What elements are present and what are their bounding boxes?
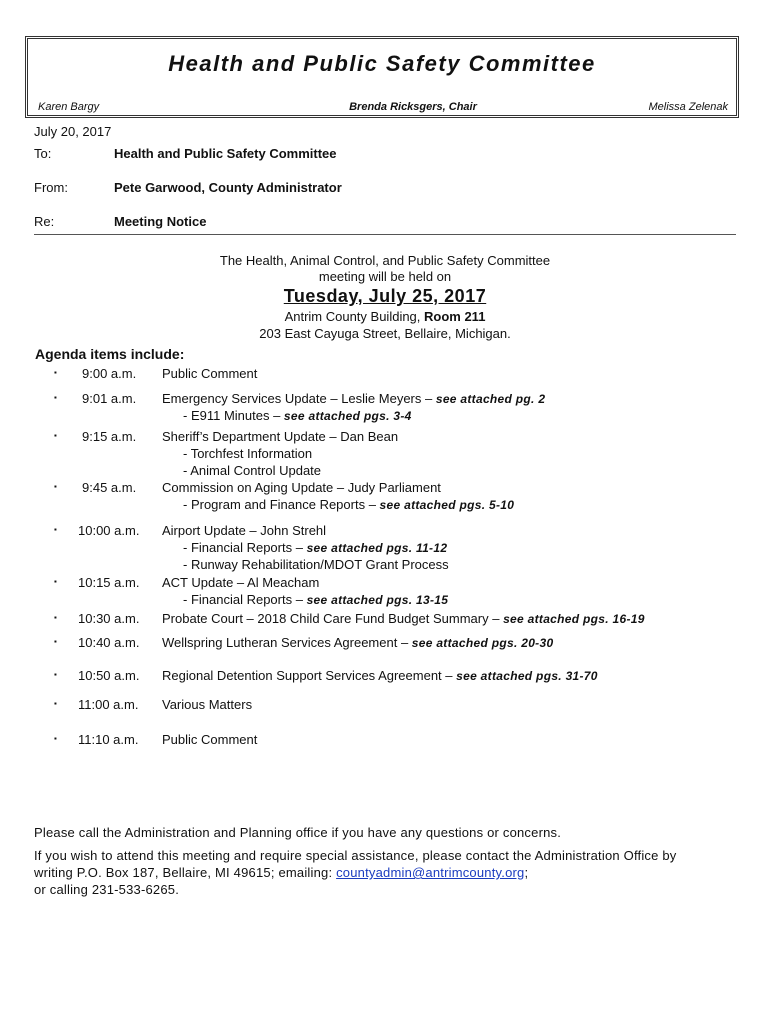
agenda-time: 11:00 a.m. — [78, 697, 139, 712]
room-number: Room 211 — [424, 309, 486, 324]
attachment-reference: see attached pgs. 13-15 — [306, 593, 449, 607]
attachment-reference: see attached pgs. 16-19 — [503, 612, 645, 626]
agenda-item — [162, 480, 441, 495]
footer-address-end: ; — [524, 865, 529, 880]
email-link[interactable]: countyadmin@antrimcounty.org — [336, 865, 525, 880]
agenda-subitem: - Runway Rehabilitation/MDOT Grant Process — [183, 557, 449, 572]
agenda-subitem: - Animal Control Update — [183, 463, 322, 478]
agenda-heading: Agenda items include: — [35, 346, 185, 362]
bullet-icon: ▪ — [54, 613, 57, 622]
building-name: Antrim County Building, — [284, 309, 425, 324]
agenda-time: 10:50 a.m. — [78, 668, 140, 683]
agenda-item — [162, 635, 553, 650]
agenda-item-desc: Sheriff’s Department Update – Dan Bean — [162, 429, 399, 444]
meeting-date: Tuesday, July 25, 2017 — [283, 286, 487, 306]
meeting-address: 203 East Cayuga Street, Bellaire, Michigan. — [259, 326, 511, 341]
notice-line-2: meeting will be held on — [318, 269, 452, 284]
meeting-location — [0, 309, 770, 324]
agenda-item-desc: ACT Update – Al Meacham — [162, 575, 320, 590]
member-right: Melissa Zelenak — [648, 101, 728, 113]
agenda-item — [162, 668, 598, 683]
agenda-time: 10:00 a.m. — [78, 523, 140, 538]
committee-title: Health and Public Safety Committee — [168, 51, 596, 76]
agenda-time: 9:15 a.m. — [82, 429, 137, 444]
notice-line-1: The Health, Animal Control, and Public Safety Committee — [219, 253, 551, 268]
agenda-time: 11:10 a.m. — [78, 732, 139, 747]
agenda-subitem — [183, 408, 412, 423]
memo-date: July 20, 2017 — [34, 124, 112, 139]
agenda-item-desc: Various Matters — [162, 697, 253, 712]
agenda-item — [162, 391, 545, 406]
attachment-reference: see attached pg. 2 — [435, 392, 546, 406]
agenda-time: 10:40 a.m. — [78, 635, 140, 650]
agenda-item-desc: Commission on Aging Update – Judy Parliament — [162, 480, 441, 495]
agenda-item-desc: Probate Court – 2018 Child Care Fund Budget Summary – — [162, 611, 504, 626]
to-value: Health and Public Safety Committee — [114, 146, 337, 161]
member-chair: Brenda Ricksgers, Chair — [349, 101, 477, 113]
subitem-text: - Financial Reports – — [183, 592, 307, 607]
bullet-icon: ▪ — [54, 637, 57, 646]
bullet-icon: ▪ — [54, 734, 57, 743]
footer-phone-line: or calling 231-533-6265. — [34, 882, 180, 897]
agenda-item — [162, 732, 257, 747]
subitem-text: - Financial Reports – — [183, 540, 307, 555]
agenda-item-desc: Wellspring Lutheran Services Agreement – — [162, 635, 412, 650]
agenda-item-desc: Emergency Services Update – Leslie Meyers – — [162, 391, 436, 406]
subitem-text: - Program and Finance Reports – — [183, 497, 380, 512]
bullet-icon: ▪ — [54, 482, 57, 491]
bullet-icon: ▪ — [54, 431, 57, 440]
bullet-icon: ▪ — [54, 368, 57, 377]
agenda-item-desc: Regional Detention Support Services Agreement – — [162, 668, 457, 683]
agenda-item — [162, 366, 257, 381]
memo-divider — [34, 234, 736, 235]
agenda-item — [162, 523, 326, 538]
agenda-time: 9:45 a.m. — [82, 480, 137, 495]
attachment-reference: see attached pgs. 3-4 — [283, 409, 412, 423]
attachment-reference: see attached pgs. 31-70 — [456, 669, 598, 683]
agenda-item-desc: Public Comment — [162, 366, 258, 381]
agenda-time: 10:30 a.m. — [78, 611, 140, 626]
agenda-subitem — [183, 592, 448, 607]
member-left: Karen Bargy — [38, 101, 100, 113]
agenda-time: 10:15 a.m. — [78, 575, 140, 590]
bullet-icon: ▪ — [54, 525, 57, 534]
agenda-item — [162, 429, 398, 444]
attachment-reference: see attached pgs. 20-30 — [411, 636, 554, 650]
bullet-icon: ▪ — [54, 670, 57, 679]
agenda-time: 9:01 a.m. — [82, 391, 137, 406]
agenda-subitem: - Torchfest Information — [183, 446, 313, 461]
attachment-reference: see attached pgs. 11-12 — [306, 541, 448, 555]
from-value: Pete Garwood, County Administrator — [114, 180, 342, 195]
bullet-icon: ▪ — [54, 577, 57, 586]
footer-contact-note: Please call the Administration and Planning office if you have any questions or concerns. — [34, 825, 562, 840]
agenda-item-desc: Public Comment — [162, 732, 258, 747]
re-value: Meeting Notice — [114, 214, 207, 229]
committee-header — [25, 36, 739, 118]
from-label: From: — [34, 180, 68, 195]
footer-address-text: writing P.O. Box 187, Bellaire, MI 49615; emailing: — [34, 865, 337, 880]
agenda-item — [162, 575, 319, 590]
agenda-time: 9:00 a.m. — [82, 366, 137, 381]
agenda-item — [162, 611, 645, 626]
agenda-item — [162, 697, 252, 712]
attachment-reference: see attached pgs. 5-10 — [379, 498, 515, 512]
re-label: Re: — [34, 214, 55, 229]
agenda-subitem — [183, 540, 447, 555]
footer-assistance-line: If you wish to attend this meeting and require special assistance, please contact the Administration Office by — [34, 848, 677, 863]
bullet-icon: ▪ — [54, 699, 57, 708]
agenda-subitem — [183, 497, 514, 512]
footer-address-line — [34, 865, 528, 880]
subitem-text: - E911 Minutes – — [183, 408, 284, 423]
to-label: To: — [34, 146, 52, 161]
agenda-item-desc: Airport Update – John Strehl — [162, 523, 327, 538]
bullet-icon: ▪ — [54, 393, 57, 402]
